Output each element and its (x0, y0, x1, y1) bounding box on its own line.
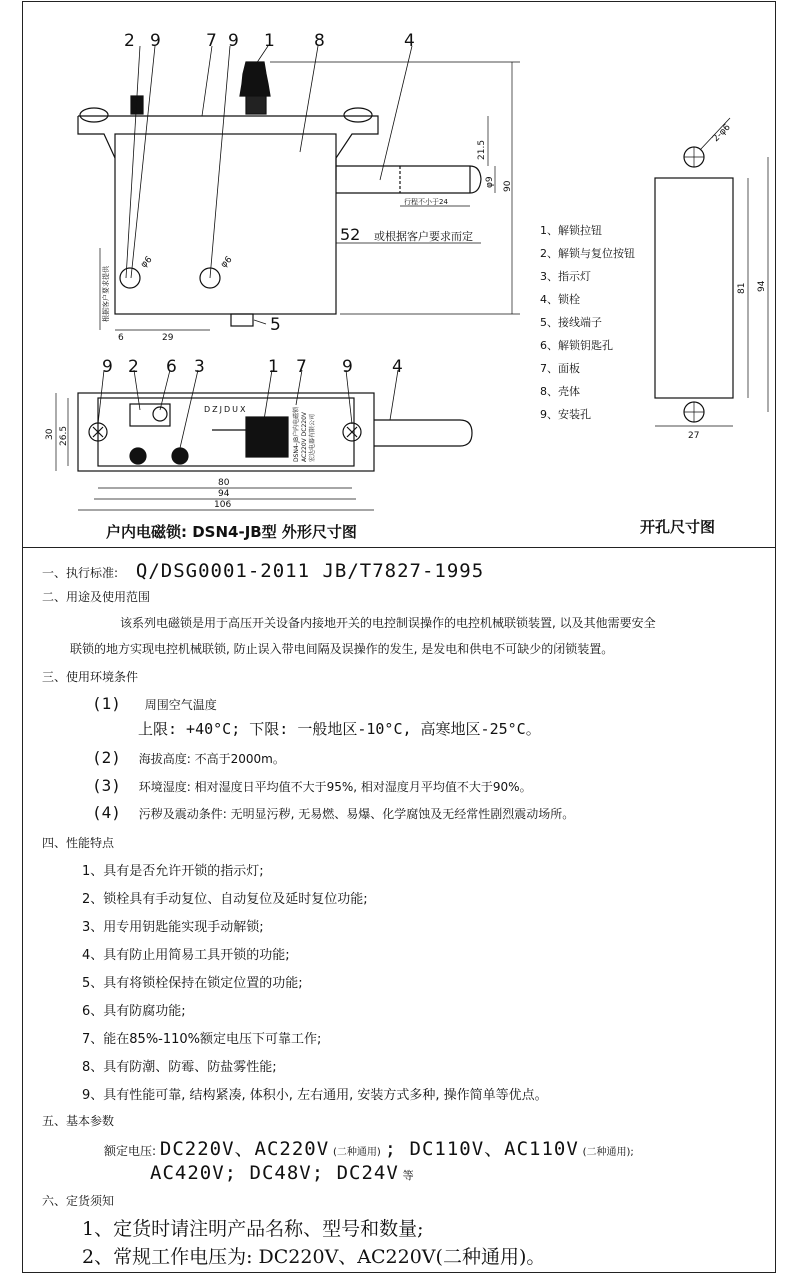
section-title: 三、使用环境条件 (42, 670, 139, 684)
legend-item: 9、安装孔 (540, 408, 591, 421)
env-text: 环境湿度: 相对湿度日平均值不大于95%, 相对湿度月平均值不大于90%。 (138, 780, 532, 794)
callout-7: 7 (206, 31, 217, 51)
release-knob-icon (240, 62, 270, 96)
reset-button-front-icon (130, 448, 146, 464)
leader-f9a (98, 370, 104, 424)
env-item (92, 748, 285, 767)
rated-note: 等 (402, 1169, 414, 1182)
knob-stem (246, 96, 266, 114)
section-title: 二、用途及使用范围 (42, 590, 151, 604)
order-note: 1、定货时请注明产品名称、型号和数量; (82, 1218, 424, 1240)
dim-29: 29 (162, 333, 174, 343)
env-no: (4) (92, 803, 121, 822)
panel-plate (78, 116, 378, 180)
rated-label: 额定电压: (104, 1144, 157, 1158)
dim-6: 6 (118, 333, 124, 343)
cut-27: 27 (688, 431, 700, 441)
dim-26-5: 26.5 (59, 425, 69, 446)
env-text: 污秽及震动条件: 无明显污秽, 无易燃、易爆、化学腐蚀及无经常性剧烈震动场所。 (138, 807, 575, 821)
feature-item: 9、具有性能可靠, 结构紧凑, 体积小, 左右通用, 安装方式多种, 操作简单等优点。 (82, 1088, 548, 1103)
standard-value: Q/DSG0001-2011 JB/T7827-1995 (135, 560, 485, 582)
dim-106: 106 (214, 500, 232, 510)
section-title: 五、基本参数 (42, 1114, 115, 1128)
feature-item: 7、能在85%-110%额定电压下可靠工作; (82, 1032, 322, 1047)
callout-1: 1 (264, 31, 275, 51)
dim-52-note: 或根据客户要求而定 (374, 230, 473, 243)
env-item (92, 776, 532, 795)
leader-7 (202, 46, 212, 116)
dim-90: 90 (503, 180, 513, 192)
env-text: 周围空气温度 (144, 698, 217, 712)
rated-value: AC420V; DC48V; DC24V (150, 1162, 399, 1184)
front-mark-model: DSN4-JB户内电磁锁 (293, 406, 300, 462)
feature-item: 6、具有防腐功能; (82, 1004, 186, 1019)
section-title: 四、性能特点 (42, 836, 115, 850)
standard-label: 一、执行标准: (42, 566, 119, 580)
rated-voltage-row-2 (150, 1162, 414, 1184)
cutout-view (655, 118, 768, 426)
legend-item: 3、指示灯 (540, 270, 591, 283)
paragraph-line: 联锁的地方实现电控机械联锁, 防止误入带电间隔及误操作的发生, 是发电和供电不可缺少的闭锁装置。 (70, 642, 614, 656)
dim-52: 52 (340, 225, 361, 244)
mount-ear-right (344, 108, 372, 122)
env-no: (3) (92, 776, 121, 795)
side-note: 根据客户要求提供 (102, 266, 110, 322)
leader-f1 (264, 370, 272, 420)
front-mark-maker: 宏达电器有限公司 (309, 413, 316, 462)
callout-f9b: 9 (342, 357, 353, 377)
callout-5: 5 (270, 315, 281, 335)
env-no: (1) (92, 694, 121, 713)
section-title: 六、定货须知 (42, 1194, 115, 1208)
rated-value: ; DC110V、AC110V (384, 1138, 579, 1160)
leader-f3 (180, 370, 198, 448)
callout-8: 8 (314, 31, 325, 51)
callout-f7: 7 (296, 357, 307, 377)
env-item (92, 803, 574, 822)
rated-note: (二种通用) (332, 1147, 381, 1158)
callout-f4: 4 (392, 357, 403, 377)
side-view (78, 46, 520, 330)
leader-9a (131, 46, 155, 278)
front-mark-voltage: AC220V DC220V (301, 411, 308, 462)
leader-f9b (346, 370, 352, 424)
front-bolt (374, 420, 472, 446)
feature-item: 1、具有是否允许开锁的指示灯; (82, 864, 264, 879)
terminal-block (231, 314, 253, 326)
callout-f2: 2 (128, 357, 139, 377)
housing-body (115, 134, 336, 314)
leader-4 (380, 46, 412, 180)
phi6-a: φ6 (139, 254, 155, 271)
legend-item: 1、解锁拉钮 (540, 224, 602, 237)
cut-94: 94 (757, 280, 767, 292)
callout-f3: 3 (194, 357, 205, 377)
legend-item: 6、解锁钥匙孔 (540, 339, 613, 352)
callout-f9a: 9 (102, 357, 113, 377)
mount-ear-left (80, 108, 108, 122)
leader-f4 (390, 370, 398, 420)
release-knob-front-icon (246, 417, 288, 457)
callout-9b: 9 (228, 31, 239, 51)
callout-2: 2 (124, 31, 135, 51)
feature-item: 2、锁栓具有手动复位、自动复位及延时复位功能; (82, 892, 368, 907)
order-note: 2、常规工作电压为: DC220V、AC220V(二种通用)。 (82, 1246, 546, 1268)
rated-value: DC220V、AC220V (159, 1138, 330, 1160)
feature-item: 8、具有防潮、防霉、防盐雾性能; (82, 1060, 277, 1075)
dim-21-5: 21.5 (477, 139, 487, 160)
cutout-rect (655, 178, 733, 398)
technical-drawing (0, 0, 800, 548)
phi6-b: φ6 (219, 254, 235, 271)
lock-bolt (336, 166, 481, 193)
dim-9: φ9 (485, 176, 495, 188)
feature-item: 3、用专用钥匙能实现手动解锁; (82, 920, 264, 935)
legend-item: 2、解锁与复位按钮 (540, 247, 635, 260)
front-mark-brand: DZJDUX (204, 405, 248, 414)
legend-item: 8、壳体 (540, 385, 580, 398)
paragraph-line: 该系列电磁锁是用于高压开关设备内接地开关的电控制误操作的电控机械联锁装置, 以及其他需要安全 (120, 616, 656, 630)
leader-2 (126, 46, 140, 278)
cutout-caption: 开孔尺寸图 (640, 518, 716, 536)
hole-cross-right (347, 427, 357, 437)
env-item (92, 694, 217, 713)
cut-2phi6: 2-φ6 (711, 122, 733, 145)
callout-f6: 6 (166, 357, 177, 377)
feature-item: 5、具有将锁栓保持在锁定位置的功能; (82, 976, 303, 991)
legend-item: 4、锁栓 (540, 293, 580, 306)
cut-81: 81 (737, 282, 747, 294)
rated-voltage-row (104, 1134, 634, 1161)
mount-hole-left (120, 268, 140, 288)
drawing-caption: 户内电磁锁: DSN4-JB型 外形尺寸图 (106, 523, 357, 541)
env-text: 海拔高度: 不高于2000m。 (138, 752, 285, 766)
callout-f1: 1 (268, 357, 279, 377)
feature-item: 4、具有防止用简易工具开锁的功能; (82, 948, 290, 963)
callout-4: 4 (404, 31, 415, 51)
dim-94: 94 (218, 489, 230, 499)
callout-9a: 9 (150, 31, 161, 51)
env-detail: 上限: +40°C; 下限: 一般地区-10°C, 高寒地区-25°C。 (138, 720, 541, 738)
dim-24: 行程不小于24 (404, 198, 448, 206)
front-view (56, 370, 472, 510)
dim-30: 30 (45, 428, 55, 440)
rated-note: (二种通用); (582, 1147, 634, 1158)
indicator-lamp-icon (172, 448, 188, 464)
leader-9b (210, 46, 230, 278)
legend-item: 7、面板 (540, 362, 580, 375)
dim-80: 80 (218, 478, 230, 488)
leader-5 (254, 320, 266, 324)
env-no: (2) (92, 748, 121, 767)
key-slot-frame (130, 404, 170, 426)
legend-item: 5、接线端子 (540, 316, 602, 329)
standard-row (42, 560, 484, 582)
